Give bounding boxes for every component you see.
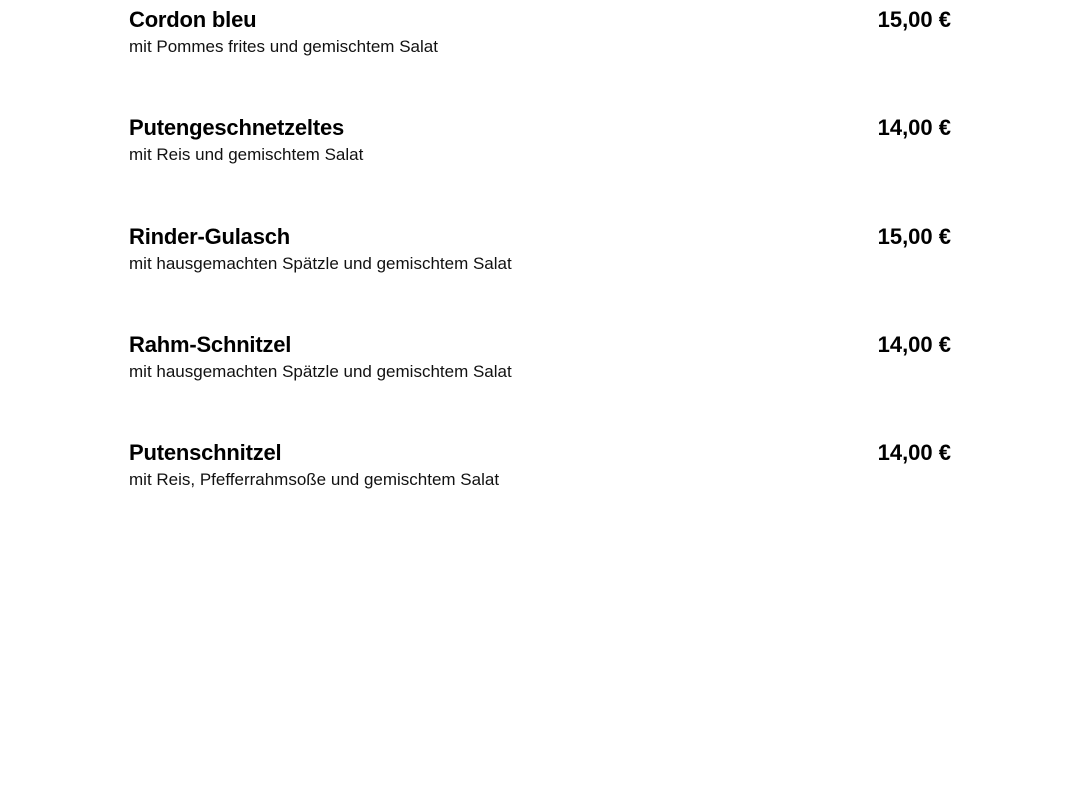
dish-description: mit Pommes frites und gemischtem Salat <box>129 37 438 56</box>
dish-price: 14,00 € <box>877 331 951 357</box>
dish-description: mit hausgemachten Spätzle und gemischtem Salat <box>129 253 512 273</box>
menu-item-header <box>129 330 951 360</box>
dish-name: Putenschnitzel <box>129 440 282 466</box>
dish-name: Rinder-Gulasch <box>129 223 291 249</box>
dish-description: mit hausgemachten Spätzle und gemischtem Salat <box>129 361 512 381</box>
dish-name: Putengeschnetzeltes <box>129 115 345 141</box>
menu-item-cordon-bleu <box>129 5 951 113</box>
menu-item-rahm-schnitzel <box>129 330 951 438</box>
menu-item-header <box>129 5 951 35</box>
dish-description: mit Reis und gemischtem Salat <box>129 145 364 165</box>
menu-list <box>129 5 951 546</box>
dish-description: mit Reis, Pfefferrahmsoße und gemischtem Salat <box>129 470 500 490</box>
menu-item-putengeschnetzeltes <box>129 113 951 221</box>
dish-name: Cordon bleu <box>129 7 257 32</box>
menu-item-putenschnitzel <box>129 438 951 546</box>
menu-item-header <box>129 222 951 252</box>
dish-price: 14,00 € <box>877 440 951 466</box>
dish-name: Rahm-Schnitzel <box>129 331 292 357</box>
dish-price: 15,00 € <box>877 7 951 32</box>
menu-item-header <box>129 113 951 143</box>
menu-item-header <box>129 438 951 468</box>
menu-item-rinder-gulasch <box>129 222 951 330</box>
dish-price: 14,00 € <box>877 115 951 141</box>
dish-price: 15,00 € <box>877 223 951 249</box>
